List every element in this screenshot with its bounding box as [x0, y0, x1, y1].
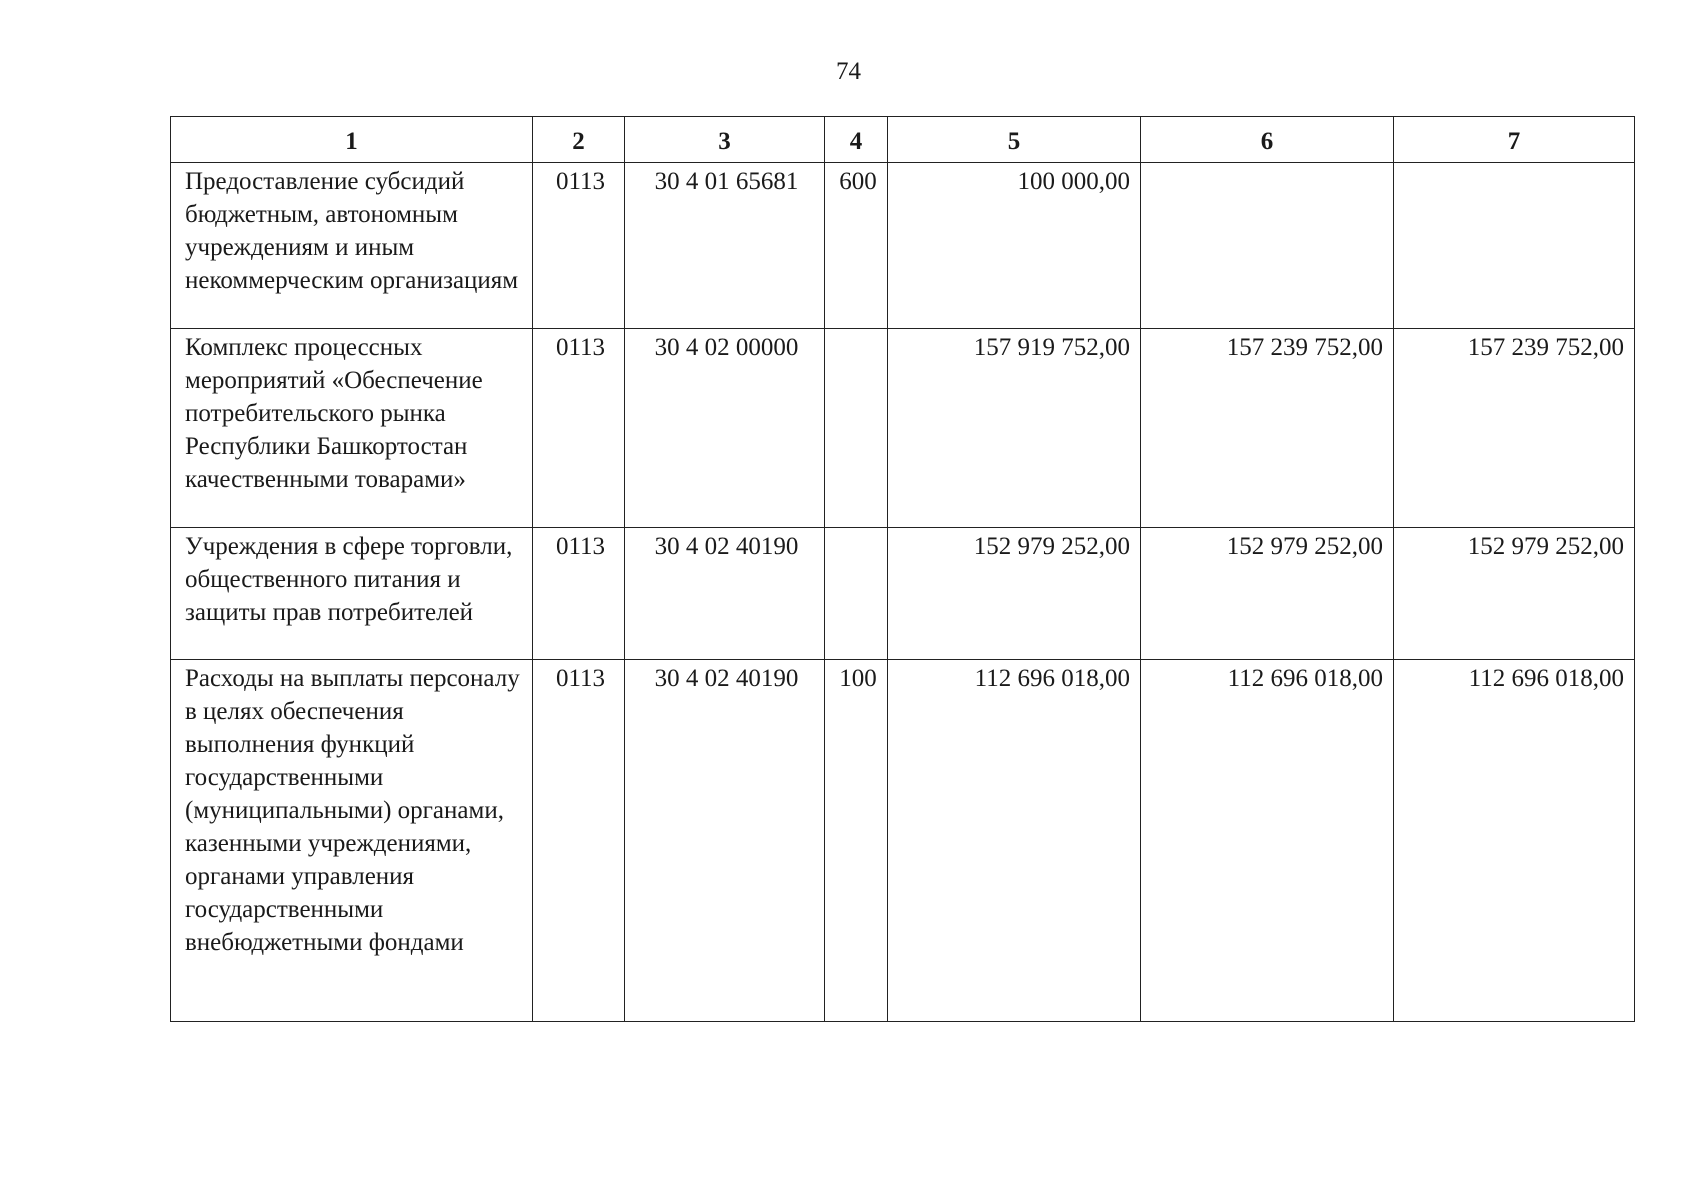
row-amount-3: [1394, 163, 1635, 329]
column-header: 5: [888, 117, 1141, 163]
table-row: [171, 660, 1635, 1022]
column-header: 3: [625, 117, 825, 163]
row-target-code: 30 4 02 00000: [625, 329, 825, 528]
row-amount-3: 112 696 018,00: [1394, 660, 1635, 1022]
row-expense-type: [825, 329, 888, 528]
row-section-code: 0113: [533, 528, 625, 660]
row-amount-1: 152 979 252,00: [888, 528, 1141, 660]
row-amount-1: 157 919 752,00: [888, 329, 1141, 528]
row-amount-2: 112 696 018,00: [1141, 660, 1394, 1022]
row-section-code: 0113: [533, 660, 625, 1022]
row-expense-type: [825, 528, 888, 660]
column-header: 4: [825, 117, 888, 163]
row-amount-2: [1141, 163, 1394, 329]
table-row: [171, 163, 1635, 329]
row-name: Расходы на выплаты персоналу в целях обеспечения выполнения функций государственными (муниципальными) органами, казенными учреждениями, органами управления государственными внебюджетными фондами: [171, 660, 533, 1022]
column-header: 2: [533, 117, 625, 163]
row-amount-2: 152 979 252,00: [1141, 528, 1394, 660]
row-target-code: 30 4 02 40190: [625, 528, 825, 660]
row-name: Учреждения в сфере торговли, общественного питания и защиты прав потребителей: [171, 528, 533, 660]
row-target-code: 30 4 01 65681: [625, 163, 825, 329]
column-header: 1: [171, 117, 533, 163]
row-amount-2: 157 239 752,00: [1141, 329, 1394, 528]
budget-table: [170, 116, 1635, 1022]
table-row: [171, 329, 1635, 528]
row-section-code: 0113: [533, 163, 625, 329]
row-amount-3: 157 239 752,00: [1394, 329, 1635, 528]
row-expense-type: 600: [825, 163, 888, 329]
row-name: Предоставление субсидий бюджетным, автономным учреждениям и иным некоммерческим организациям: [171, 163, 533, 329]
table-header: [171, 117, 1635, 163]
row-expense-type: 100: [825, 660, 888, 1022]
row-name: Комплекс процессных мероприятий «Обеспечение потребительского рынка Республики Башкортостан качественными товарами»: [171, 329, 533, 528]
row-target-code: 30 4 02 40190: [625, 660, 825, 1022]
page-number: 74: [836, 58, 861, 85]
column-header: 6: [1141, 117, 1394, 163]
row-amount-1: 100 000,00: [888, 163, 1141, 329]
row-amount-3: 152 979 252,00: [1394, 528, 1635, 660]
table-row: [171, 528, 1635, 660]
row-section-code: 0113: [533, 329, 625, 528]
column-header: 7: [1394, 117, 1635, 163]
row-amount-1: 112 696 018,00: [888, 660, 1141, 1022]
header-row: [171, 117, 1635, 163]
